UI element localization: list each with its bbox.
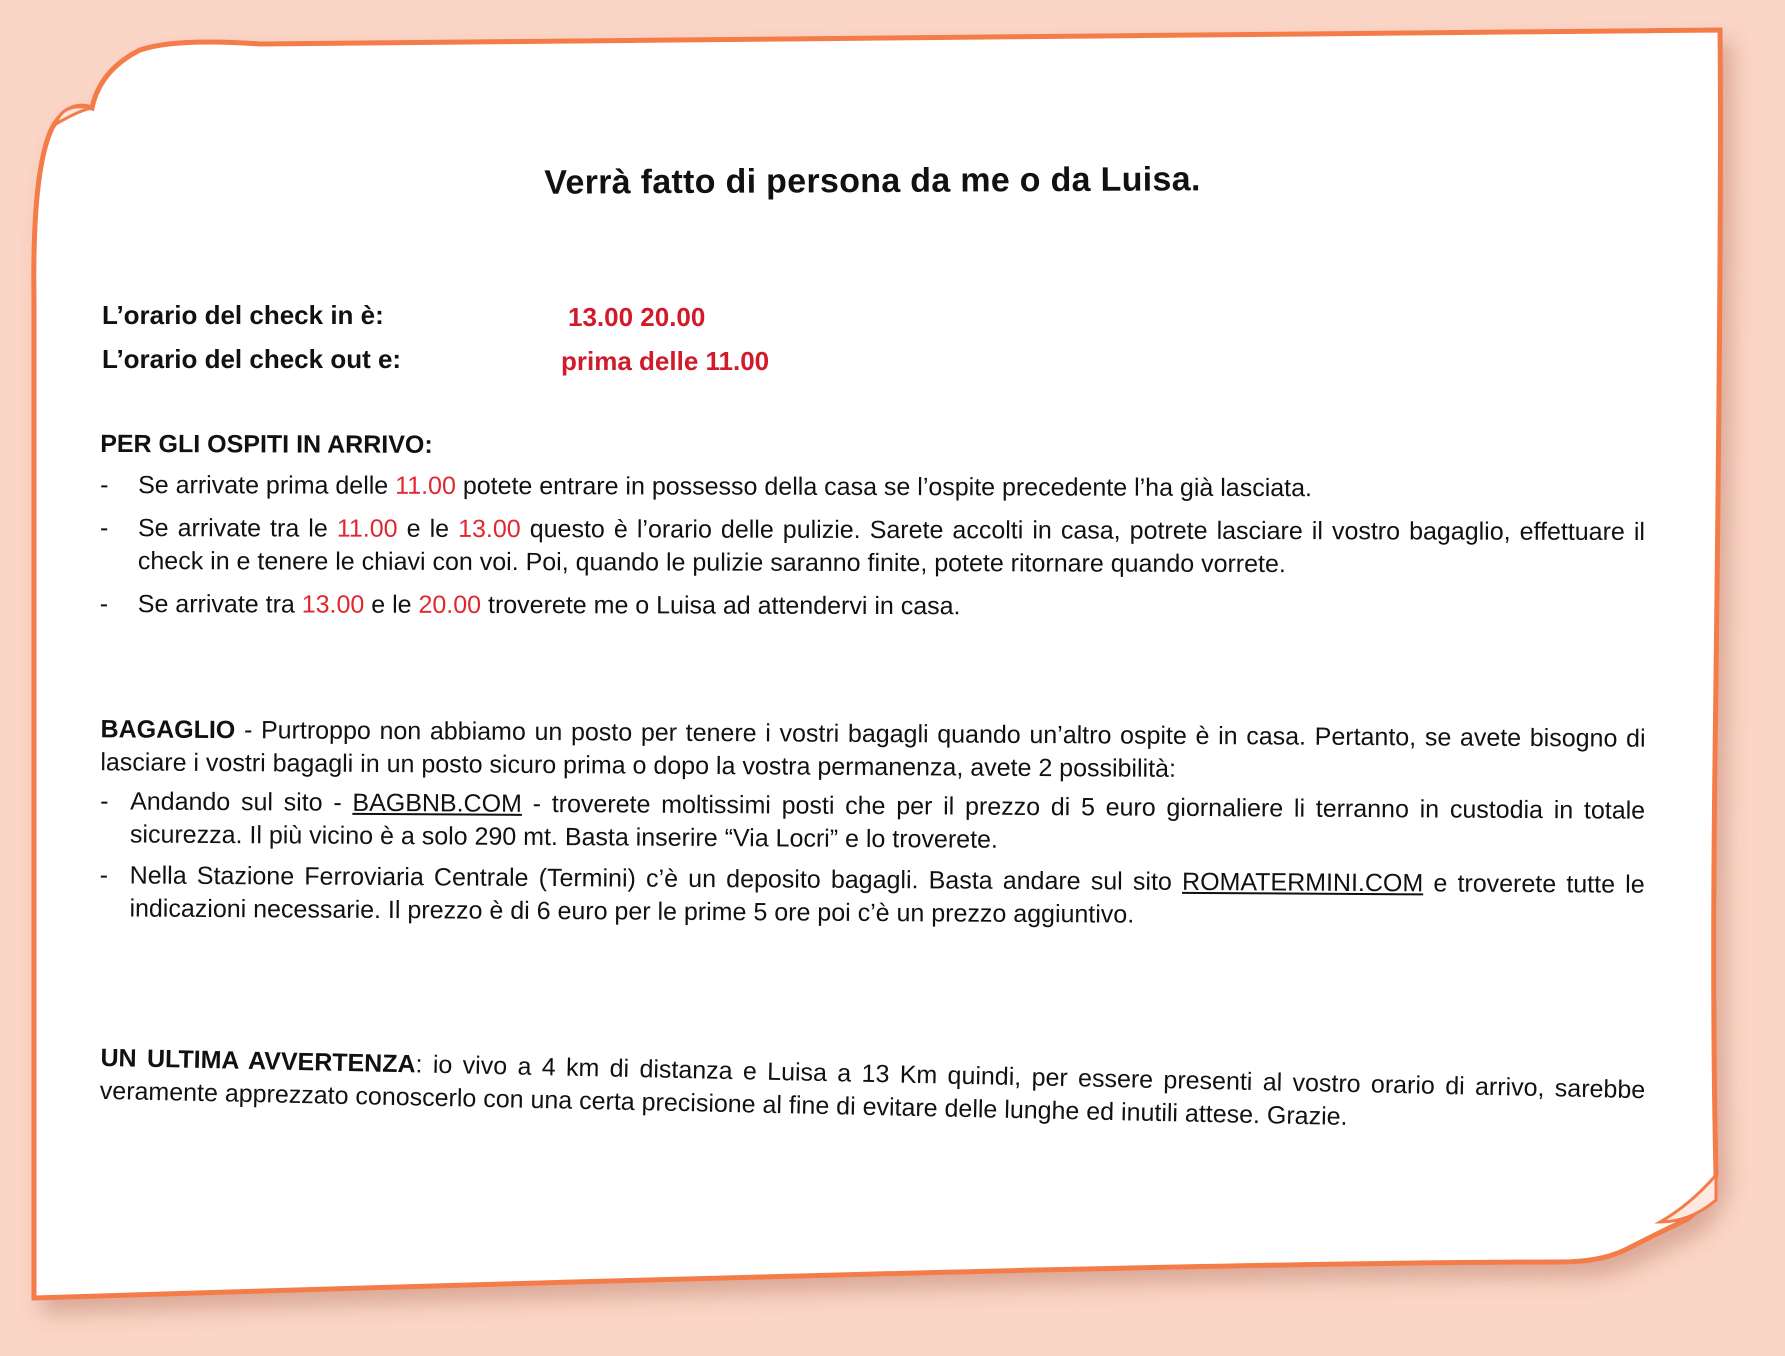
bullet-text: Se arrivate prima delle <box>138 471 396 500</box>
checkout-label: L’orario del check out e: <box>102 344 402 374</box>
bullet-text: Andando sul sito - <box>130 787 353 817</box>
bullet-text: questo è l’orario delle pulizie. Sarete accolti in casa, potrete lasciare il vostro bagaglio, effettuare il check in e tenere le chiavi con voi. Poi, quando le pulizie saranno finite, potete ritornare quando vorrete. <box>137 515 1646 579</box>
bullet-text: - troverete moltissimi posti che per il prezzo di 5 euro giornaliere li terranno in custodia in totale sicurezza. Il più vicino è a solo 290 mt. Basta inserire “Via Locri” e lo troverete. <box>129 789 1646 854</box>
bullet-text: e troverete tutte le indicazioni necessarie. Il prezzo è di 6 euro per le prime 5 ore poi c’è un prezzo aggiuntivo. <box>129 869 1645 929</box>
list-item <box>100 588 1645 625</box>
bullet-text: Se arrivate tra <box>137 590 302 619</box>
bullet-dash: - <box>100 787 109 816</box>
checkout-value: prima delle 11.00 <box>561 346 770 376</box>
luggage-intro <box>100 713 1645 788</box>
time-highlight: 11.00 <box>336 514 398 543</box>
checkin-value: 13.00 20.00 <box>568 302 706 332</box>
warning-heading: UN ULTIMA AVVERTENZA <box>100 1043 416 1079</box>
checkin-label: L’orario del check in è: <box>102 300 384 330</box>
list-item <box>100 785 1645 860</box>
luggage-heading: BAGAGLIO <box>100 715 236 745</box>
arrivals-heading: PER GLI OSPITI IN ARRIVO: <box>100 429 433 459</box>
list-item <box>100 512 1645 582</box>
luggage-section <box>99 713 1645 942</box>
warning-section <box>99 1042 1645 1140</box>
bullet-dash: - <box>99 861 109 890</box>
document-content <box>100 150 1645 1210</box>
checkin-row <box>102 300 862 344</box>
bullet-text: Se arrivate tra le <box>137 514 337 543</box>
bullet-text: potete entrare in possesso della casa se l’ospite precedente l’ha già lasciata. <box>455 471 1313 503</box>
bullet-dash: - <box>100 470 109 499</box>
time-highlight: 13.00 <box>458 514 521 544</box>
page-title: Verrà fatto di persona da me o da Luisa. <box>544 160 1201 202</box>
romatermini-link[interactable]: ROMATERMINI.COM <box>1181 867 1424 898</box>
bullet-text: troverete me o Luisa ad attendervi in casa. <box>481 590 961 621</box>
bullet-text: e le <box>397 514 459 543</box>
bullet-dash: - <box>99 513 109 542</box>
warning-text: : io vivo a 4 km di distanza e Luisa a 13 Km quindi, per essere presenti al vostro orario di arrivo, sarebbe veramente apprezzato conoscerlo con una certa precisione al fine di evitare delle lunghe ed inutili attese. Grazie. <box>99 1050 1646 1131</box>
schedule-block <box>102 300 862 388</box>
list-item <box>99 859 1644 934</box>
bagbnb-link[interactable]: BAGBNB.COM <box>352 788 523 818</box>
checkout-row <box>102 344 862 388</box>
time-highlight: 20.00 <box>418 590 482 619</box>
luggage-intro-text: - Purtroppo non abbiamo un posto per tenere i vostri bagagli quando un’altro ospite è in casa. Pertanto, se avete bisogno di lasciare i vostri bagagli in un posto sicuro prima o dopo la vostra permanenza, avete 2 possibilità: <box>100 716 1646 783</box>
bullet-dash: - <box>99 589 109 618</box>
arrivals-section <box>100 428 1646 635</box>
bullet-text: Nella Stazione Ferroviaria Centrale (Termini) c’è un deposito bagagli. Basta andare sul sito <box>129 861 1183 896</box>
warning-paragraph <box>99 1042 1645 1140</box>
bullet-text: e le <box>364 590 419 619</box>
list-item <box>100 469 1645 506</box>
time-highlight: 13.00 <box>301 590 365 619</box>
time-highlight: 11.00 <box>395 471 456 500</box>
